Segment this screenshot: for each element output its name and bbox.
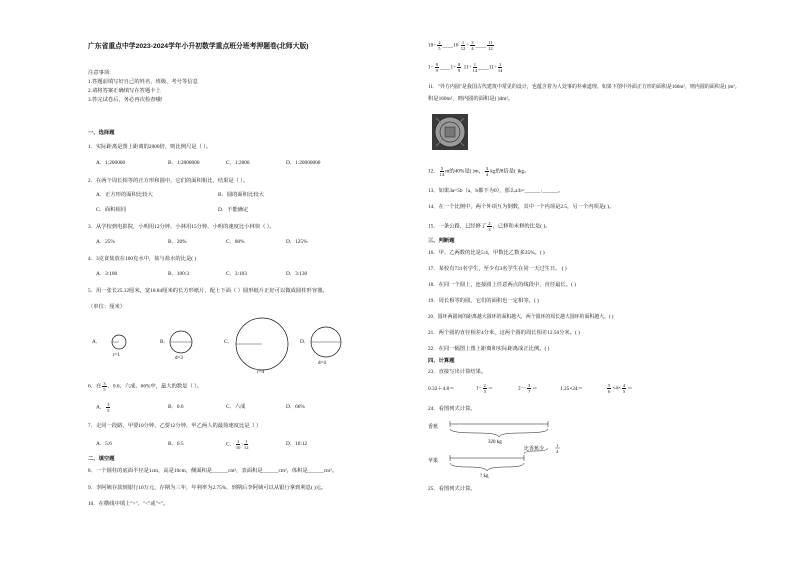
option[interactable]: D．66% bbox=[286, 404, 305, 410]
judge-item: 17．某校有731名学生，至少有3名学生在同一天过生日。 ( ) bbox=[428, 266, 567, 272]
option[interactable]: A．1:200000 bbox=[96, 160, 126, 166]
question-text: 6．在 $\frac{3}{5}$ 、0.6、六成、66%中，最大的数是（ ）。 bbox=[88, 381, 203, 392]
section-heading: 一、选择题 bbox=[88, 130, 115, 136]
difference-note: 比香蕉少 bbox=[524, 447, 545, 452]
section-heading: 二、填空题 bbox=[88, 456, 115, 462]
option[interactable]: A．3:100 bbox=[96, 271, 118, 277]
question-text: 9．李阿姨存款到银行10万元，存期为三年，年利率为2.75%，到期后李阿姨可以从银行拿到利息( )元。 bbox=[88, 485, 327, 491]
notice-item: 2.请将答案正确填写在答题卡上 bbox=[88, 88, 161, 94]
option[interactable]: A．5:6 bbox=[96, 441, 112, 447]
question-text: 11．"外方内圆"是我国古代建筑中常见的设计，也蕴含着为人处事的朴素道理。如果下图中外面正方形的面积是160m²，则内圆的面积是( )m²。 bbox=[428, 85, 740, 90]
square-circle-figure bbox=[432, 114, 468, 150]
option[interactable]: D．3:130 bbox=[286, 271, 308, 277]
question-text: 10．在横线中填上">"、"<"或"="。 bbox=[88, 501, 169, 507]
judge-item: 16．甲、乙两数的比是5:4，甲数比乙数多25%。( ) bbox=[428, 250, 545, 256]
unit-note: （单位：厘米） bbox=[88, 304, 126, 310]
bar-label-apple: 苹果 bbox=[428, 459, 439, 464]
banana-total: 320 kg bbox=[488, 440, 502, 445]
calc-item: 1.25×24＝ bbox=[560, 386, 583, 392]
option[interactable]: B．1:2000000 bbox=[168, 160, 200, 166]
question-text: 15．一条公路，已经修了 $\frac{2}{3}$ ，已修和未修的比是( )。 bbox=[428, 221, 551, 232]
section-heading: 四、计算题 bbox=[428, 358, 455, 364]
section-heading: 三、判断题 bbox=[428, 238, 455, 244]
apple-brace bbox=[450, 463, 524, 471]
option[interactable]: B．0.6 bbox=[168, 404, 184, 410]
svg-text:4: 4 bbox=[556, 449, 559, 454]
circle-options-figure bbox=[88, 315, 388, 375]
option[interactable]: C． $\frac{1}{10}$ : $\frac{1}{12}$ bbox=[226, 439, 249, 450]
option[interactable]: C．面积相同 bbox=[96, 207, 127, 213]
option[interactable]: C．80% bbox=[226, 239, 245, 245]
question-text: 3．从学校到电影院，小明用12分钟，小林用15分钟，小明的速度比小林快（ ）。 bbox=[88, 224, 275, 230]
calc-item: 0.32＋4.8＝ bbox=[428, 386, 455, 392]
judge-item: 20．圆环两圆间的距离越大圆环的面积越大，两个圆环的周长越大圆环的面积越大。( ) bbox=[428, 315, 614, 320]
question-text: 8．一个圆柱的底面半径是1cm，高是10cm，侧面积是______cm²，表面积是______cm²，体积是______cm³。 bbox=[88, 468, 337, 474]
question-text: 积是160m²，则内圆的面积是( )dm²。 bbox=[428, 96, 514, 102]
option[interactable]: B．6:5 bbox=[168, 441, 184, 447]
option[interactable]: D．不能确定 bbox=[218, 207, 249, 213]
question-text: 7．走同一段路，甲要10分钟，乙要12分钟，甲乙两人的最简速度比是（ ） bbox=[88, 423, 262, 429]
judge-item: 19．周长相等的圆，它们的面积也一定相等。( ) bbox=[428, 298, 539, 304]
option[interactable]: C．六成 bbox=[226, 404, 246, 410]
option[interactable]: B．圆的面积比较大 bbox=[218, 192, 264, 198]
question-text: 4．3克食盐放在100克水中，盐与盐水的比是( ) bbox=[88, 256, 197, 262]
circle-label: r=1 bbox=[113, 353, 120, 358]
question-text: 1．实际距离是图上距离的2000倍，则比例尺是（ ）。 bbox=[88, 144, 212, 150]
option[interactable]: D．1:20000000 bbox=[286, 160, 321, 166]
judge-item: 21．两个圆的直径相差4分米，这两个圆的周长相差12.56分米。( ) bbox=[428, 330, 580, 336]
option[interactable]: A． bbox=[92, 339, 102, 345]
question-text: 5．用一张长25.12厘米，宽18.84厘米的长方形纸片，配上下面（ ）圆形纸片正好可以做成圆柱形容器。 bbox=[88, 288, 328, 294]
option[interactable]: A． $\frac{3}{5}$ bbox=[96, 402, 110, 413]
bar-label-banana: 香蕉 bbox=[428, 425, 439, 430]
document-title: 广东省重点中学2023-2024学年小升初数学重点班分班考押题卷(北师大版) bbox=[88, 43, 309, 50]
question-text: 13．如果3a=5b（a，b都不为0），那么a:b=______:______。 bbox=[428, 188, 564, 194]
compare-row: 10÷ $\frac{2}{5}$ ____10 $\frac{1}{12}$ ÷ $\frac{3}{4}$ ____ $\frac{11}{12}$ bbox=[428, 40, 493, 51]
question-text: 2．在两个周长相等的正方形和圆中，它们的面积相比，结果是（ ）。 bbox=[88, 178, 249, 184]
option[interactable]: A．25% bbox=[96, 239, 115, 245]
option[interactable]: D． bbox=[300, 339, 310, 345]
option[interactable]: A．正方形的面积比较大 bbox=[96, 192, 153, 198]
option[interactable]: C． bbox=[224, 339, 233, 345]
judge-item: 18．在同一个圆上，连接圆上任意两点的线段中，直径最长。( ) bbox=[428, 282, 576, 288]
question-text: 12． $\frac{5}{14}$ m的40%是( )m， $\frac{3}{4}$ kg的8倍是( )kg。 bbox=[428, 166, 530, 177]
calc-item: 2－ $\frac{3}{7}$ ＝ bbox=[518, 383, 538, 394]
circle-label: r=4 bbox=[257, 370, 264, 375]
option[interactable]: B． bbox=[160, 339, 169, 345]
option[interactable]: C．3:103 bbox=[226, 271, 247, 277]
notice-item: 3.答完试卷后，务必再次检查哦! bbox=[88, 97, 163, 103]
compare-row: 1÷ $\frac{8}{9}$ ____1÷ $\frac{8}{9}$ 11÷ $\frac{1}{14}$ ____11÷ $\frac{1}{14}$ bbox=[428, 62, 503, 73]
option[interactable]: D．10:12 bbox=[286, 441, 308, 447]
judge-item: 22．在同一幅图上图上距离和实际距离成正比例。( ) bbox=[428, 346, 550, 352]
question-text: 14．在一个比例中，两个外项互为倒数，其中一个内项是2.5，另一个内项是( )。 bbox=[428, 204, 615, 210]
banana-brace bbox=[450, 429, 548, 437]
question-text: 24．看图列式计算。 bbox=[428, 406, 476, 412]
option[interactable]: B．100:3 bbox=[168, 271, 189, 277]
question-text: 23．直接写出计算结果。 bbox=[428, 369, 487, 375]
bar-model-figure bbox=[428, 416, 598, 478]
svg-text:1: 1 bbox=[556, 443, 559, 448]
calc-item: 1÷ $\frac{2}{3}$ ＝ bbox=[476, 383, 494, 394]
notice-heading: 注意事项: bbox=[88, 70, 111, 76]
circle-label: d=3 bbox=[175, 356, 183, 361]
apple-unknown: ? kg bbox=[480, 474, 489, 478]
option[interactable]: D．125% bbox=[286, 239, 308, 245]
option[interactable]: C．1:2000 bbox=[226, 160, 250, 166]
circle-label: d=4 bbox=[318, 361, 326, 366]
calc-item: $\frac{5}{6}$ ×4× $\frac{4}{5}$ ＝ bbox=[608, 383, 633, 394]
notice-item: 1.答题前填写好自己的姓名、班级、考号等信息 bbox=[88, 79, 198, 85]
question-text: 25．看图列式计算。 bbox=[428, 486, 476, 492]
option[interactable]: B．20% bbox=[168, 239, 187, 245]
pattern-center bbox=[445, 127, 455, 137]
